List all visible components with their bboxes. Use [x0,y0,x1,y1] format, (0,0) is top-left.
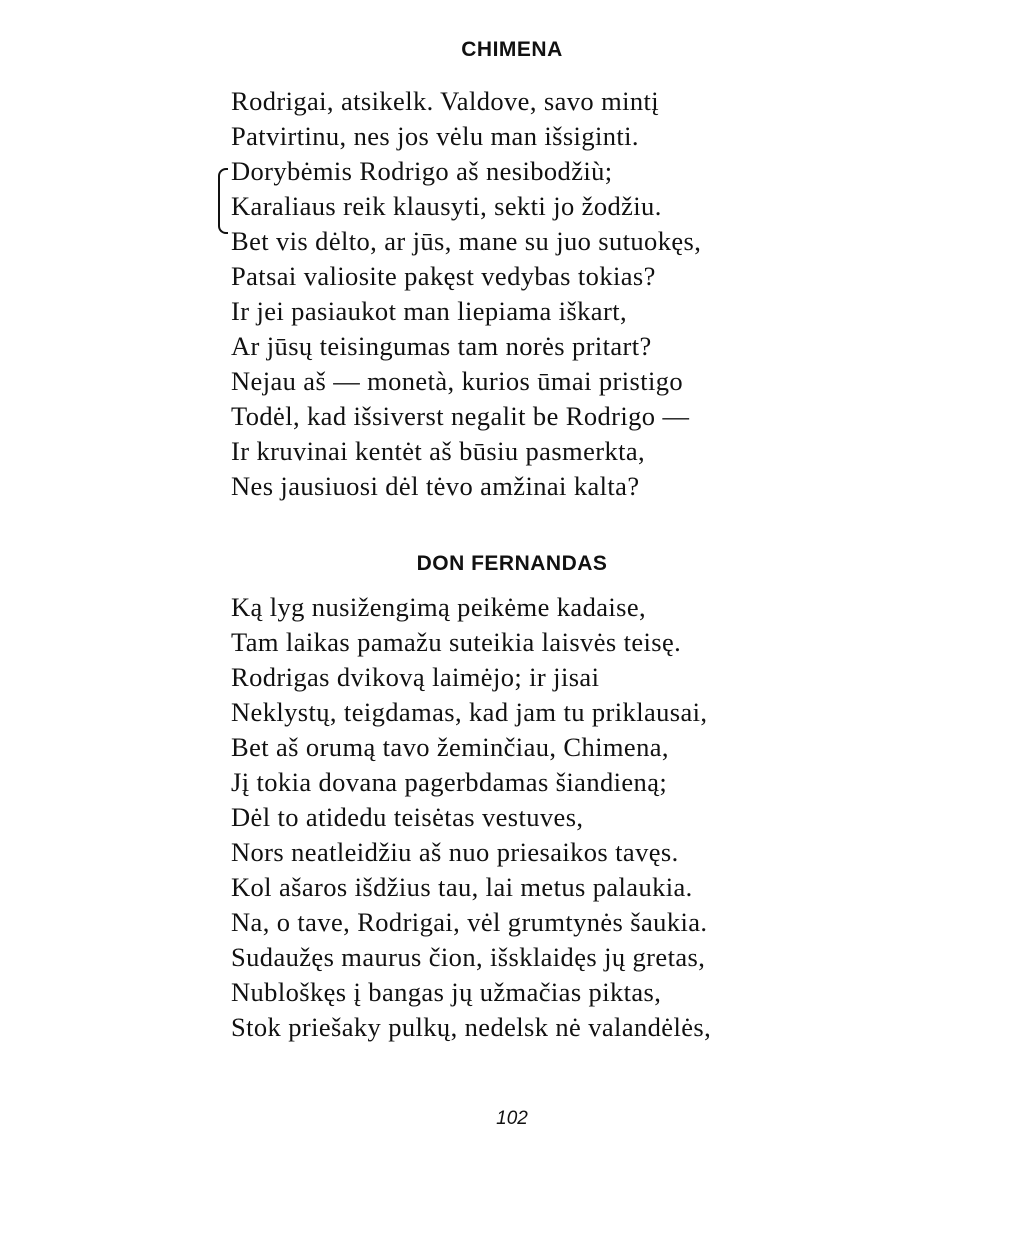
verse-line: Ką lyg nusižengimą peikėme kadaise, [231,592,647,622]
verse-line: Bet aš orumą tavo žeminčiau, Chimena, [231,732,669,762]
verse-line: Karaliaus reik klausyti, sekti jo žodžiu. [231,191,662,221]
verse-line: Tam laikas pamažu suteikia laisvės teisę. [231,627,682,657]
verse-block-don-fernandas [231,590,711,1045]
verse-line: Sudaužęs maurus čion, išsklaidęs jų gretas, [231,942,706,972]
page-number: 102 [496,1108,528,1129]
verse-line: Todėl, kad išsiverst negalit be Rodrigo — [231,401,690,431]
verse-line: Ir kruvinai kentėt aš būsiu pasmerkta, [231,436,646,466]
verse-line: Nubloškęs į bangas jų užmačias piktas, [231,977,662,1007]
verse-line: Ar jūsų teisingumas tam norės pritart? [231,331,652,361]
verse-line: Na, o tave, Rodrigai, vėl grumtynės šaukia. [231,907,708,937]
verse-line: Patvirtinu, nes jos vėlu man išsiginti. [231,121,639,151]
verse-line: Patsai valiosite pakęst vedybas tokias? [231,261,656,291]
verse-line: Bet vis dėlto, ar jūs, mane su juo sutuokęs, [231,226,702,256]
verse-line: Ir jei pasiaukot man liepiama iškart, [231,296,627,326]
verse-line: Nejau aš — monetà, kurios ūmai pristigo [231,366,684,396]
verse-line: Nes jausiuosi dėl tėvo amžinai kalta? [231,471,640,501]
verse-line: Stok priešaky pulkų, nedelsk nė valandėlės, [231,1012,712,1042]
verse-line: Jį tokia dovana pagerbdamas šiandieną; [231,767,668,797]
verse-line: Nors neatleidžiu aš nuo priesaikos tavęs. [231,837,679,867]
verse-line: Dorybėmis Rodrigo aš nesibodžiù; [231,156,613,186]
verse-line: Dėl to atidedu teisėtas vestuves, [231,802,584,832]
speaker-name-don-fernandas: DON FERNANDAS [416,552,608,575]
verse-line: Rodrigas dvikovą laimėjo; ir jisai [231,662,600,692]
verse-line: Rodrigai, atsikelk. Valdove, savo mintį [231,86,660,116]
verse-block-chimena [231,84,701,504]
verse-line: Kol ašaros išdžius tau, lai metus palaukia. [231,872,693,902]
speaker-name-chimena: CHIMENA [461,38,563,61]
verse-line: Neklystų, teigdamas, kad jam tu priklausai, [231,697,708,727]
margin-bracket [218,168,228,234]
